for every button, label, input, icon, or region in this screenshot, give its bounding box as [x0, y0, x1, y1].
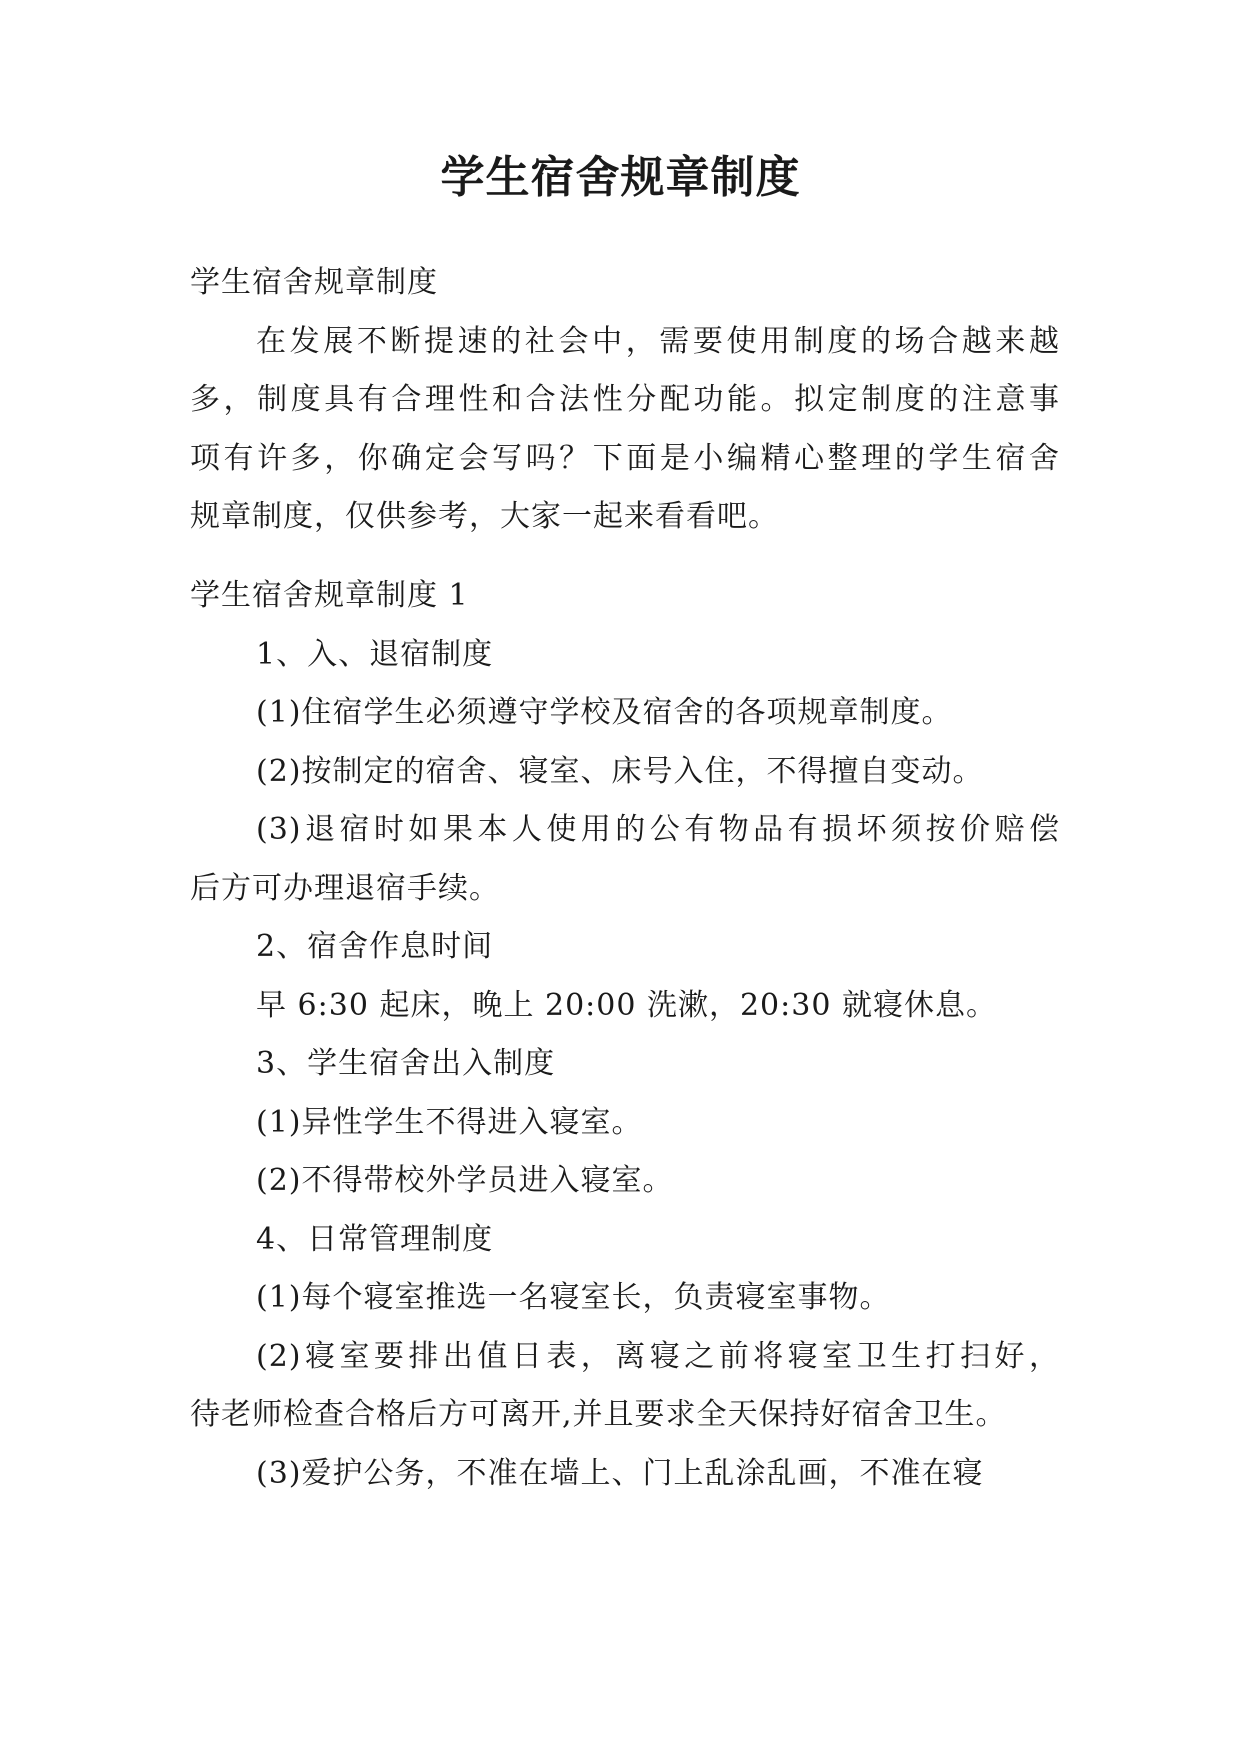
rule-text: 后方可办理退宿手续。 [190, 870, 500, 906]
item-heading: 2、宿舍作息时间 [256, 929, 494, 964]
intro-heading: 学生宿舍规章制度 [190, 265, 438, 300]
rule-text: (2)寝室要排出值日表，离寝之前将寝室卫生打扫好， [256, 1338, 1060, 1374]
schedule-text: 早 6:30 起床，晚上 20:00 洗漱，20:30 就寝休息。 [256, 987, 997, 1023]
rule-text: 待老师检查合格后方可离开,并且要求全天保持好宿舍卫生。 [190, 1397, 1007, 1432]
rule-text: (1)每个寝室推选一名寝室长，负责寝室事物。 [256, 1280, 891, 1315]
item-heading: 4、日常管理制度 [256, 1221, 494, 1257]
intro-line: 规章制度，仅供参考，大家一起来看看吧。 [190, 499, 779, 534]
intro-paragraph [190, 313, 1060, 547]
rule-text: (3)退宿时如果本人使用的公有物品有损坏须按价赔偿 [256, 812, 1060, 847]
intro-line: 项有许多，你确定会写吗？下面是小编精心整理的学生宿舍 [190, 440, 1060, 476]
intro-line: 在发展不断提速的社会中，需要使用制度的场合越来越 [256, 323, 1060, 359]
intro-line: 多，制度具有合理性和合法性分配功能。拟定制度的注意事 [190, 382, 1060, 417]
rule-text: (1)异性学生不得进入寝室。 [256, 1104, 643, 1140]
rule-text: (3)爱护公务，不准在墙上、门上乱涂乱画，不准在寝 [256, 1455, 984, 1491]
document-body [190, 254, 1060, 547]
item-heading: 3、学生宿舍出入制度 [256, 1046, 556, 1081]
section-1 [190, 567, 1060, 1503]
rule-text: (2)按制定的宿舍、寝室、床号入住，不得擅自变动。 [256, 753, 984, 789]
item-heading: 1、入、退宿制度 [256, 636, 494, 672]
rule-text: (1)住宿学生必须遵守学校及宿舍的各项规章制度。 [256, 695, 953, 730]
section-heading: 学生宿舍规章制度 1 [190, 578, 469, 613]
document-title: 学生宿舍规章制度 [440, 152, 801, 203]
rule-text: (2)不得带校外学员进入寝室。 [256, 1163, 674, 1198]
